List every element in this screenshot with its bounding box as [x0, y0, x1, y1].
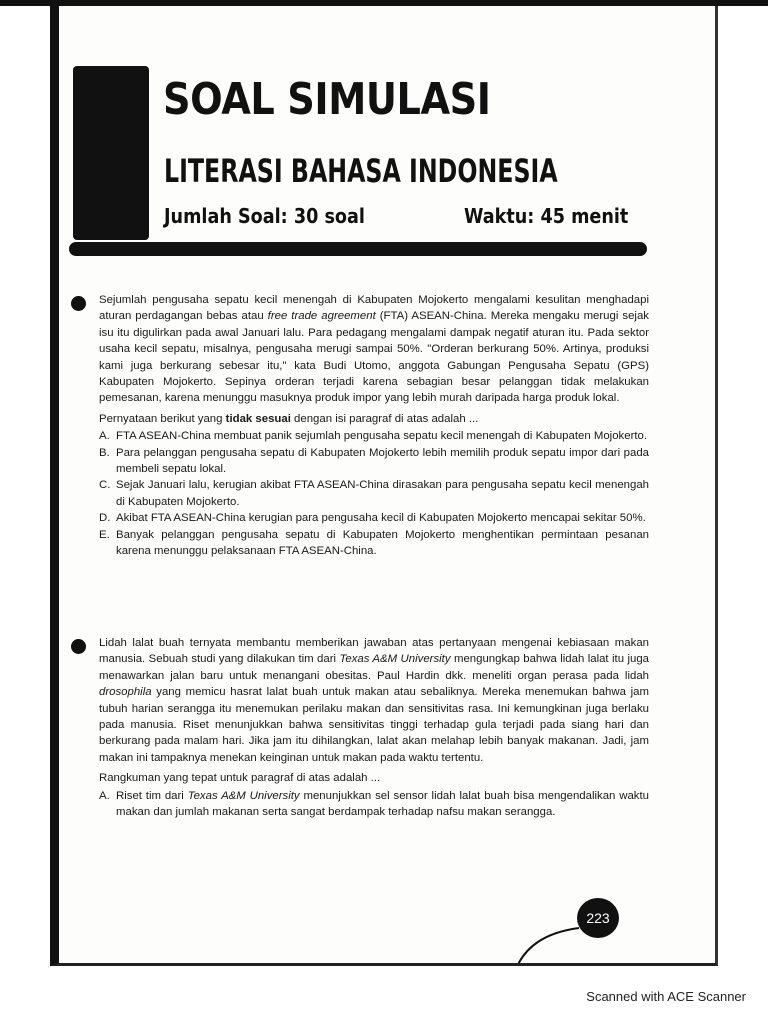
question-1 — [99, 292, 649, 560]
question-1-prompt: Pernyataan berikut yang tidak sesuai dengan isi paragraf di atas adalah ... — [99, 412, 479, 425]
option-a[interactable]: A. Riset tim dari Texas A&M University menunjukkan sel sensor lidah lalat buah bisa mengendalikan waktu makan dan jumlah makanan serta sangat berdampak terhadap nafsu makan serangga. — [99, 789, 650, 819]
book-page — [50, 6, 718, 966]
option-c[interactable]: C. Sejak Januari lalu, kerugian akibat FTA ASEAN-China dirasakan para pengusaha sepatu kecil menengah di Kabupaten Mojokerto. — [99, 479, 649, 508]
header-divider — [69, 242, 647, 256]
question-2 — [99, 635, 649, 820]
title-block-decoration — [73, 66, 149, 240]
question-1-options — [99, 428, 649, 559]
bullet-icon — [71, 639, 86, 654]
option-a[interactable]: A. FTA ASEAN-China membuat panik sejumlah pengusaha sepatu kecil menengah di Kabupaten Mojokerto. — [99, 430, 648, 443]
question-2-passage: Lidah lalat buah ternyata membantu memberikan jawaban atas pertanyaan mengenai kebiasaan makan manusia. Sebuah studi yang dilakukan tim dari Texas A&M University mengungkap bahwa lidah lalat itu juga menawarkan jalan baru untuk menangani obesitas. Paul Hardin dkk. meneliti organ perasa pada lidah drosophila yang memicu hasrat lalat buah untuk makan atau sebaliknya. Mereka menemukan bahwa jam tubuh harian serangga itu menemukan perilaku makan dan sensitivitas rasa. Ini kemungkinan juga berlaku pada manusia. Riset menunjukkan bahwa sensitivitas tinggi terhadap gula terjadi pada siang hari dan berkurang pada malam hari. Jika jam itu dihilangkan, lalat akan melahap lebih banyak makanan. Jadi, jam makan ini tampaknya menekan keinginan untuk makan pada waktu tertentu. — [99, 637, 649, 764]
question-2-options — [99, 788, 649, 821]
option-b[interactable]: B. Para pelanggan pengusaha sepatu di Kabupaten Mojokerto lebih memilih produk sepatu impor dari pada membeli sepatu lokal. — [99, 446, 649, 476]
page-number: 223 — [577, 898, 619, 938]
question-2-prompt: Rangkuman yang tepat untuk paragraf di atas adalah ... — [99, 772, 381, 785]
option-e[interactable]: E. Banyak pelanggan pengusaha sepatu di Kabupaten Mojokerto menghentikan permintaan pesanan karena menunggu pelaksanaan FTA ASEAN-China. — [99, 528, 649, 558]
page-title: SOAL SIMULASI — [163, 74, 491, 125]
scanner-watermark: Scanned with ACE Scanner — [586, 989, 746, 1004]
page-subtitle: LITERASI BAHASA INDONESIA — [164, 152, 558, 190]
bullet-icon — [71, 296, 86, 311]
question-1-passage: Sejumlah pengusaha sepatu kecil menengah di Kabupaten Mojokerto mengalami kesulitan menghadapi aturan perdagangan bebas atau free trade agreement (FTA) ASEAN-China. Mereka mengaku merugi sejak isu itu digulirkan pada awal Januari lalu. Para pedagang mengalami dampak negatif aturan itu. Pada sektor usaha kecil sepatu, misalnya, pengusaha merugi sampai 50%. "Orderan berkurang 50%. Artinya, produksi kami juga berkurang sebesar itu," kata Budi Utomo, anggota Gabungan Pengusaha Sepatu (GPS) Kabupaten Mojokerto. Sepinya orderan terjadi karena sebagian besar pelanggan tidak melakukan pemesanan, karena menunggu masuknya produk impor yang lebih murah daripada harga produk lokal. — [99, 294, 649, 405]
question-count: Jumlah Soal: 30 soal — [164, 204, 365, 228]
option-d[interactable]: D. Akibat FTA ASEAN-China kerugian para pengusaha kecil di Kabupaten Mojokerto mencapai sekitar 50%. — [99, 512, 646, 525]
time-limit: Waktu: 45 menit — [464, 204, 629, 228]
